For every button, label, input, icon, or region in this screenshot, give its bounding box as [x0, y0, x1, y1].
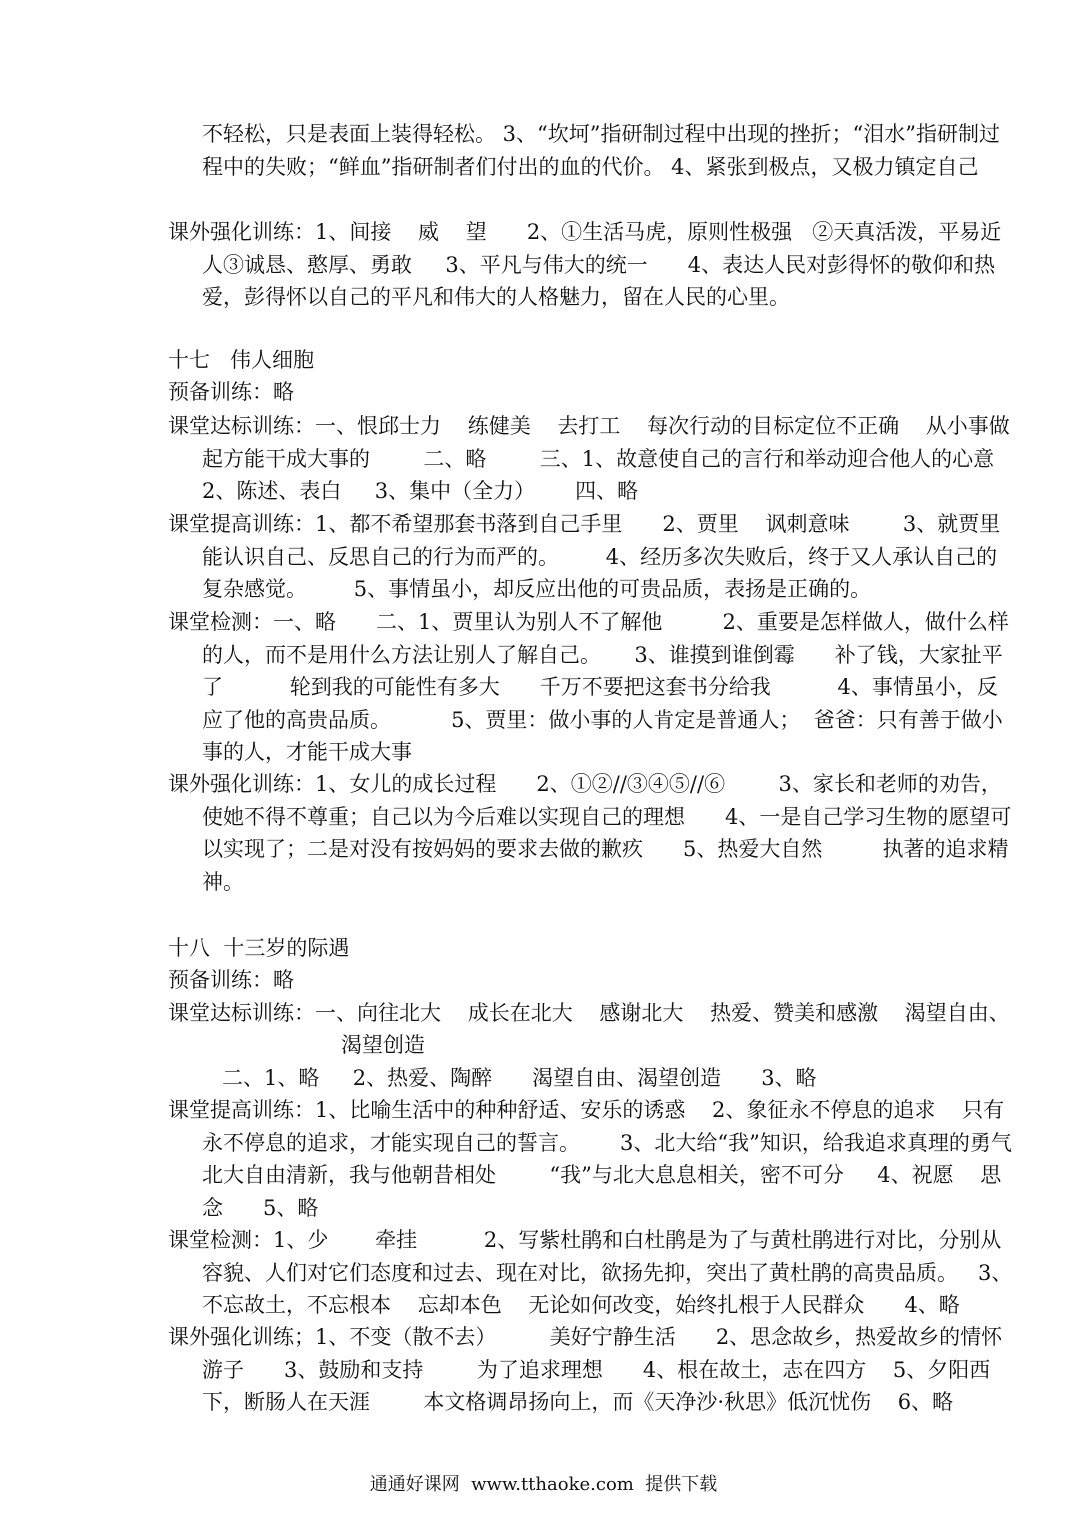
section17-improve-training: 课堂提高训练：1、都不希望那套书落到自己手里 2、贾里 讽刺意味 3、就贾里能认识自己、反思自己的行为而严的。 4、经历多次失败后，终于又人承认自己的复杂感觉。 5、事情虽小，却反应出他的可贵品质，表扬是正确的。 — [168, 512, 1001, 601]
section18-improve-training: 课堂提高训练：1、比喻生活中的种种舒适、安乐的诱惑 2、象征永不停息的追求 只有永不停息的追求，才能实现自己的誓言。 3、北大给“我”知识，给我追求真理的勇气 北大自由清新，我与他朝昔相处 “我”与北大息息相关，密不可分 4、祝愿 思念 5、略 — [168, 1098, 1052, 1220]
section18-class-test: 课堂检测：1、少 牵挂 2、写紫杜鹃和白杜鹃是为了与黄杜鹃进行对比，分别从容貌、人们对它们态度和过去、现在对比，欲扬先抑，突出了黄杜鹃的高贵品质。 3、不忘故土，不忘根本 忘却本色 无论如何改变，始终扎根于人民群众 4、略 — [168, 1228, 1013, 1317]
section16-extra-training: 课外强化训练：1、间接 威 望 2、①生活马虎，原则性极强 ②天真活泼，平易近人③诚恳、憨厚、勇敢 3、平凡与伟大的统一 4、表达人民对彭得怀的敬仰和热爱，彭得怀以自己的平凡和伟大的人格魅力，留在人民的心里。 — [168, 220, 1002, 309]
section16-answer-tail: 不轻松，只是表面上装得轻松。 3、“坎坷”指研制过程中出现的挫折；“泪水”指研制过程中的失败；“鲜血”指研制者们付出的血的代价。 4、紧张到极点，又极力镇定自己 — [202, 122, 1000, 179]
section17-title: 十七 伟人细胞 — [168, 348, 315, 372]
page-footer: 通通好课网 www.tthaoke.com 提供下载 — [369, 1474, 718, 1495]
section17-prep-training: 预备训练：略 — [168, 380, 294, 404]
section18-extra-training: 课外强化训练；1、不变（散不去） 美好宁静生活 2、思念故乡，热爱故乡的情怀 游子 3、鼓励和支持 为了追求理想 4、根在故土，志在四方 5、夕阳西下，断肠人在天涯 本文格调昂扬向上，而《天净沙·秋思》低沉忧伤 6、略 — [168, 1325, 1029, 1414]
section18-prep-training: 预备训练：略 — [168, 968, 294, 992]
section18-title: 十八 十三岁的际遇 — [168, 936, 350, 960]
section17-extra-training: 课外强化训练：1、女儿的成长过程 2、①②//③④⑤//⑥ 3、家长和老师的劝告，使她不得不尊重；自己以为今后难以实现自己的理想 4、一是自己学习生物的愿望可以实现了；二是对没有按妈妈的要求去做的歉疚 5、热爱大自然 执著的追求精神。 — [168, 772, 1012, 894]
section17-standard-training: 课堂达标训练：一、恨邱士力 练健美 去打工 每次行动的目标定位不正确 从小事做起方能干成大事的 二、略 三、1、故意使自己的言行和举动迎合他人的心意 2、陈述、表白 3、集中（全力） 四、略 — [168, 414, 1021, 503]
section18-standard-training: 课堂达标训练：一、向往北大 成长在北大 感谢北大 热爱、赞美和感激 渴望自由、 — [168, 1001, 1010, 1025]
section18-standard-training-part2: 二、1、略 2、热爱、陶醉 渴望自由、渴望创造 3、略 — [222, 1066, 817, 1090]
section18-standard-training-cont: 渴望创造 — [341, 1033, 425, 1057]
section17-class-test: 课堂检测：一、略 二、1、贾里认为别人不了解他 2、重要是怎样做人，做什么样的人，而不是用什么方法让别人了解自己。 3、谁摸到谁倒霉 补了钱，大家扯平了 轮到我的可能性有多大 千万不要把这套书分给我 4、事情虽小，反应了他的高贵品质。 5、贾里：做小事的人肯定是普通人； 爸爸：只有善于做小事的人，才能干成大事 — [168, 610, 1009, 764]
